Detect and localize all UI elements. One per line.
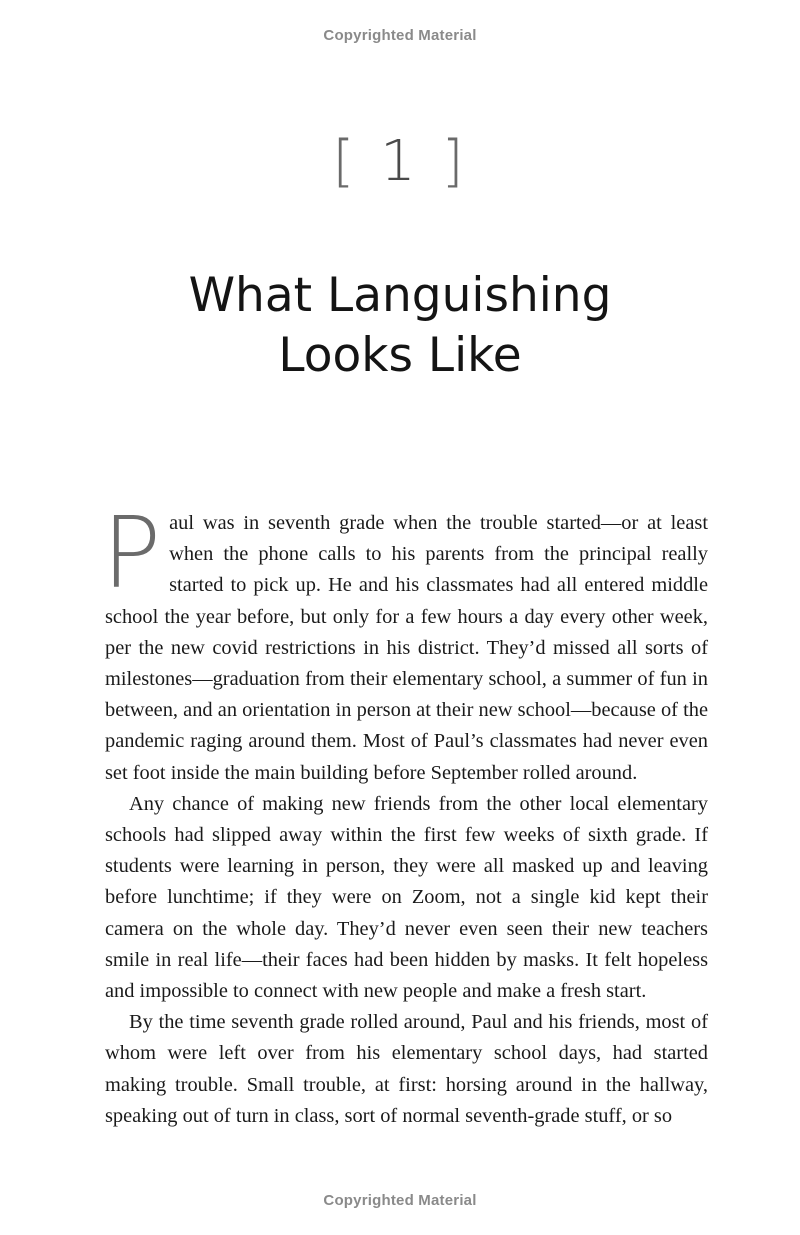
chapter-title [0,266,800,386]
chapter-number-value: 1 [380,129,420,194]
paragraph-1 [102,497,708,789]
drop-cap: P [102,497,162,611]
paragraph-3: By the time seventh grade rolled around, Paul and his friends, most of whom were left over from his elementary school days, had started making trouble. Small trouble, at first: horsing around in the hallway, speaking out of turn in class, sort of normal seventh-grade stuff, or so [105,1011,708,1127]
copyright-watermark-bottom: Copyrighted Material [323,1192,477,1209]
chapter-bracket-close: ] [441,129,468,194]
paragraph-1-text: aul was in seventh grade when the trouble started—or at least when the phone calls to his parents from the principal really started to pick up. He and his classmates had all entered middle school the year before, but only for a few hours a day every other week, per the new covid restrictions in his district. They’d missed all sorts of milestones—graduation from their elementary school, a summer of fun in between, and an orientation in person at their new school—because of the pandemic raging around them. Most of Paul’s classmates had never even set foot inside the main building before September rolled around. [105,512,708,784]
chapter-title-line-2: Looks Like [278,328,522,383]
chapter-body [102,497,708,1132]
chapter-title-line-1: What Languishing [188,268,612,323]
chapter-number [0,129,800,194]
copyright-watermark-top: Copyrighted Material [323,27,477,44]
chapter-bracket-open: [ [332,129,359,194]
paragraph-2: Any chance of making new friends from the other local elementary schools had slipped away within the first few weeks of sixth grade. If students were learning in person, they were all masked up and leaving before lunchtime; if they were on Zoom, not a single kid kept their camera on the whole day. They’d never even seen their new teachers smile in real life—their faces had been hidden by masks. It felt hopeless and impossible to connect with new people and make a fresh start. [105,792,708,1003]
